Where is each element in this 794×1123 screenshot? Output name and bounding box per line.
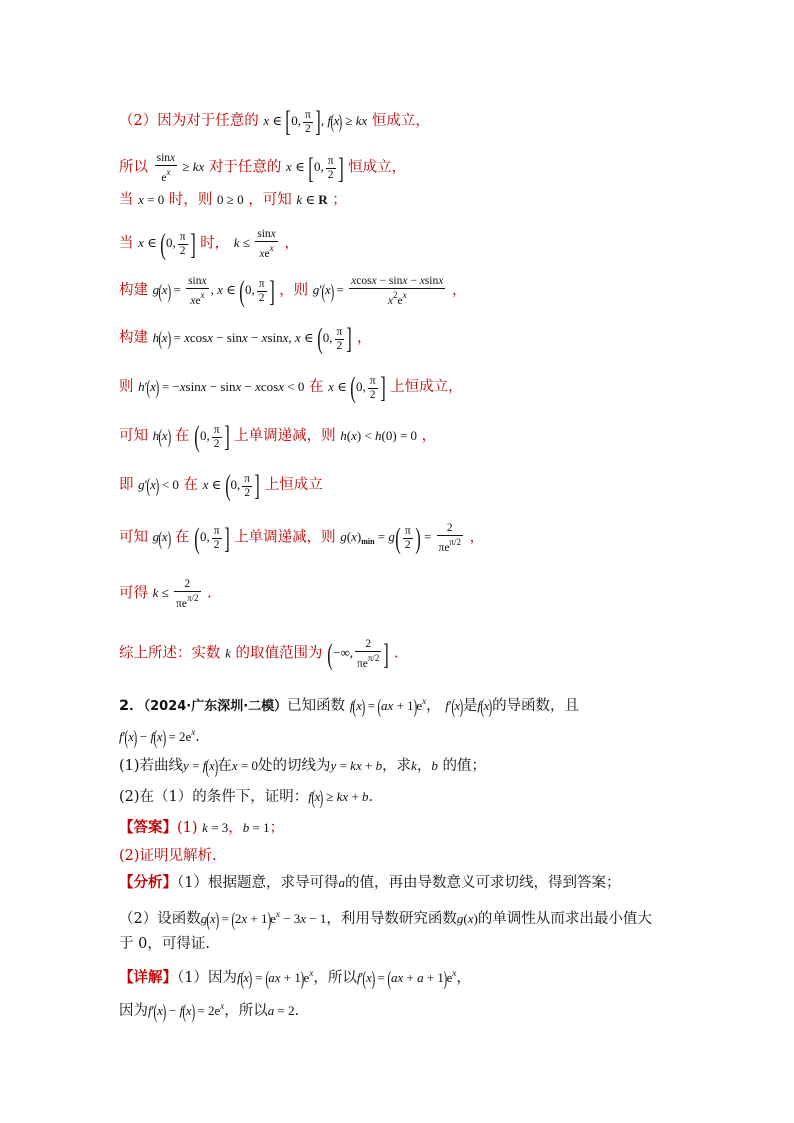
formula: f(x)	[477, 696, 493, 719]
text: ，	[451, 282, 467, 299]
text: 的值，再由导数意义可求切线，得到答案；	[344, 875, 621, 891]
text: 上单调递减，则	[234, 529, 336, 546]
formula: a = 2	[267, 1003, 295, 1018]
formula-ratio: $\frac{\sin x}{e^x}$ ≥ kx	[156, 152, 205, 184]
text: 已知函数	[287, 698, 346, 714]
text: 综上所述：实数	[119, 645, 221, 662]
formula: 0 ≥ 0	[216, 192, 244, 207]
text: ，	[228, 820, 243, 836]
line-case-positive	[119, 228, 299, 261]
formula-h: h(x) = xcosx − sinx − xsinx, x ∈ (0, $\frac{\pi}{2}$ ]	[152, 322, 353, 355]
text: 因为	[119, 1003, 148, 1019]
detail-tag: 【详解】	[119, 969, 177, 986]
text: ，	[469, 529, 485, 546]
question-2-part-2	[119, 787, 383, 808]
formula: k	[411, 758, 417, 773]
formula: x = 0	[231, 758, 259, 773]
formula: y = kx + b	[330, 758, 383, 773]
line-given-condition	[119, 107, 430, 137]
text: 恒成立，	[371, 112, 430, 129]
text: 的值；	[442, 758, 486, 774]
text: 即	[119, 476, 134, 493]
line-case-zero	[119, 190, 347, 210]
text: ，	[456, 970, 471, 986]
line-inequality	[119, 152, 406, 185]
text: 上单调递减，则	[234, 427, 336, 444]
formula: k ≤ $\frac{\sin x}{xe^x}$	[233, 228, 276, 260]
text: ，求	[382, 758, 412, 774]
formula: k = 3	[202, 820, 229, 835]
text: ，则	[279, 282, 309, 299]
formula-interval: x ∈ [0, $\frac{\pi}{2}$ ], f(x) ≥ kx	[263, 105, 368, 138]
formula: $f(x) = (ax + 1)e^x$	[236, 968, 314, 991]
text: ，所以	[224, 1003, 268, 1019]
text: 的取值范围为	[235, 645, 323, 662]
text: 可得	[119, 585, 148, 602]
question-2-stem	[119, 691, 579, 717]
text: 则	[119, 378, 134, 395]
formula: h(x) < h(0) = 0	[340, 427, 418, 443]
text: 在	[174, 529, 190, 546]
text: ，	[421, 427, 437, 444]
text: (1)	[177, 820, 203, 836]
text: 的单调性从而求出最小值大	[477, 911, 652, 927]
text: （1）因为	[177, 970, 237, 986]
formula: k	[225, 645, 231, 661]
formula: b = 1	[242, 820, 270, 835]
formula: $f'(x) - f(x) = 2e^x$	[119, 727, 196, 750]
analysis-line-1	[119, 873, 620, 893]
formula: g′(x) < 0	[138, 475, 179, 497]
text: ，	[416, 758, 432, 774]
text: ．	[368, 789, 384, 805]
formula: k ∈ R	[296, 192, 328, 207]
formula: g(x)	[152, 527, 171, 550]
text: 当	[119, 192, 134, 208]
text: 时，	[200, 235, 230, 252]
question-number: 2．	[119, 698, 144, 714]
text: (2)在（1）的条件下，证明：	[119, 789, 309, 805]
text: 可知	[119, 427, 148, 444]
text: （2）因为对于任意的	[119, 112, 259, 129]
text: (2)证明见解析.	[119, 848, 217, 864]
text: ，	[426, 698, 441, 714]
text: 在	[217, 758, 232, 774]
line-construct-g	[119, 275, 466, 308]
formula: $f'(x) - f(x) = 2e^x$	[148, 1001, 225, 1024]
formula: b	[431, 758, 438, 773]
formula-g-min: $g(x)_{min} = g$( $\frac{\pi}{2}$ ) = $\frac{2}{\pi e^{\pi/2}}$	[340, 521, 462, 555]
text: (1)若曲线	[119, 758, 184, 774]
question-source: （2024·广东深圳·二模）	[143, 699, 288, 714]
formula-interval: (0, $\frac{\pi}{2}$ ]	[194, 521, 230, 555]
detail-line-1	[119, 963, 471, 989]
formula-h-prime: h′(x) = −xsinx − sinx − xcosx < 0	[138, 377, 305, 399]
text: 处的切线为	[258, 758, 331, 774]
formula-interval: x ∈ (0, $\frac{\pi}{2}$ ]	[138, 227, 196, 261]
text: 时，则	[168, 192, 213, 208]
text: 于 0，可得证.	[119, 936, 210, 952]
formula: g(x)	[456, 911, 478, 926]
text: ．	[195, 729, 210, 745]
formula-range: (−∞, $\frac{2}{\pi e^{\pi/2}}$ ]	[327, 637, 390, 671]
line-g-prime-negative	[119, 471, 323, 501]
text: .	[394, 645, 399, 662]
text: ；	[332, 192, 347, 208]
analysis-line-2	[119, 904, 652, 930]
text: 在	[308, 378, 324, 395]
text: 上恒成立，	[390, 378, 463, 395]
text: ，	[356, 329, 372, 346]
answer-line-1	[119, 818, 284, 838]
formula: f(x) ≥ kx + b	[308, 787, 369, 810]
text: .	[207, 585, 212, 602]
question-2-condition	[119, 722, 210, 748]
text: 构建	[119, 282, 148, 299]
formula-interval: (0, $\frac{\pi}{2}$ ]	[194, 420, 230, 453]
analysis-tag: 【分析】	[119, 874, 177, 891]
line-conclusion	[119, 638, 399, 671]
formula: $g(x) = (2x + 1)e^x - 3x - 1$	[200, 909, 327, 932]
text: ．	[294, 1003, 310, 1019]
formula: $f'(x) = (ax + a + 1)e^x$	[356, 968, 457, 991]
formula-interval: x ∈ (0, $\frac{\pi}{2}$ ]	[202, 469, 260, 502]
text: ，	[284, 235, 299, 252]
text: ，利用导数研究函数	[326, 911, 457, 927]
line-h-decreasing	[119, 422, 436, 452]
text: 上恒成立	[264, 476, 323, 493]
line-g-min	[119, 522, 484, 555]
formula: x = 0	[138, 192, 165, 207]
text: （1）根据题意，求导可得	[177, 875, 339, 891]
formula-interval: x ∈ [0, $\frac{\pi}{2}$ ]	[286, 151, 344, 185]
formula: a	[338, 875, 345, 890]
text: ，所以	[313, 970, 357, 986]
text: 在	[183, 476, 199, 493]
text: 所以	[119, 159, 148, 176]
line-construct-h	[119, 324, 371, 354]
formula-g-prime: g′(x) = $\frac{xcosx - \sin x - xsinx}{x^2e^x}$	[312, 275, 444, 307]
text: ，可知	[248, 192, 292, 208]
formula: h(x)	[152, 426, 171, 448]
question-2-part-1	[119, 756, 486, 777]
answer-tag: 【答案】	[119, 819, 177, 836]
text: 对于任意的	[208, 159, 282, 176]
text: ；	[269, 820, 285, 836]
text: 构建	[119, 329, 148, 346]
formula-g: g(x) = $\frac{\sin x}{xe^x}$ , x ∈ (0, $\frac{\pi}{2}$ ]	[152, 274, 275, 308]
formula: y = f(x)	[183, 756, 218, 779]
answer-line-2	[119, 846, 217, 866]
detail-line-2	[119, 996, 309, 1022]
text: 是	[462, 698, 478, 714]
text: 恒成立，	[348, 159, 407, 176]
formula-f: $f(x) = (ax + 1)e^x$	[349, 696, 427, 719]
text: （2）设函数	[119, 911, 201, 927]
formula: f′(x)	[445, 696, 464, 719]
line-k-bound	[119, 578, 212, 611]
line-h-prime	[119, 373, 463, 403]
text: 的导函数，且	[492, 698, 580, 714]
text: 当	[119, 235, 134, 252]
formula: k ≤ $\frac{2}{\pi e^{\pi/2}}$	[152, 578, 199, 610]
formula-interval: x ∈ (0, $\frac{\pi}{2}$ ]	[328, 371, 386, 404]
text: 在	[174, 427, 190, 444]
analysis-line-3	[119, 934, 210, 954]
text: 可知	[119, 529, 148, 546]
